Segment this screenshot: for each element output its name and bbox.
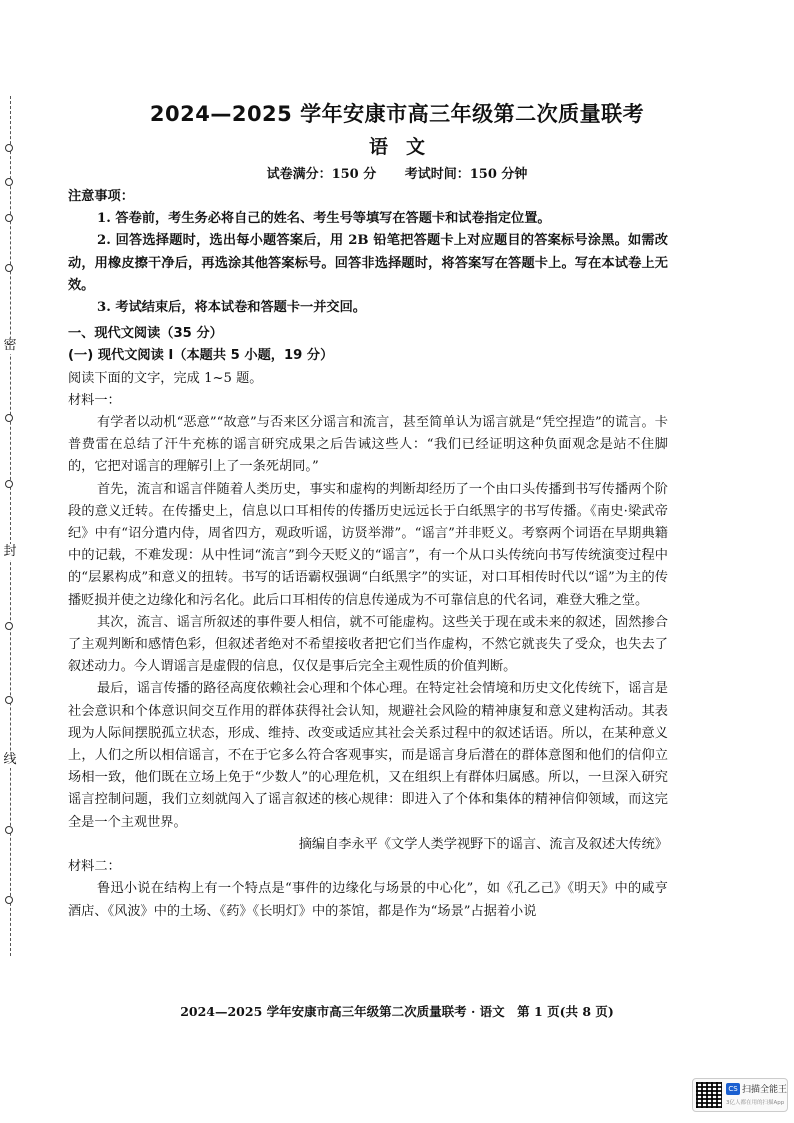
binding-hole <box>5 622 13 630</box>
binding-hole <box>5 214 13 222</box>
exam-time: 考试时间：150 分钟 <box>404 167 528 182</box>
exam-subject: 语文 <box>368 136 443 158</box>
binding-hole <box>5 896 13 904</box>
material-one-paragraph: 有学者以动机“恶意”“故意”与否来区分谣言和流言，甚至简单认为谣言就是“凭空捏造”的谎言。卡普费雷在总结了汗牛充栋的谣言研究成果之后告诫这些人：“我们已经证明这种负面观念是站不住脚的，它把对谣言的理解引上了一条死胡同。” <box>68 415 668 475</box>
material-one-paragraph: 最后，谣言传播的路径高度依赖社会心理和个体心理。在特定社会情境和历史文化传统下，谣言是社会意识和个体意识间交互作用的群体获得社会认知，规避社会风险的精神康复和意义建构活动。其表现为人际间摆脱孤立状态，形成、维持、改变或适应其社会关系过程中的叙述话语。所以，在某种意义上，人们之所以相信谣言，不在于它多么符合客观事实，而是谣言身后潜在的群体意图和他们的信仰立场相一致，他们既在立场上免于“少数人”的心理危机，又在组织上有群体归属感。所以，一旦深入研究谣言控制问题，我们立刻就闯入了谣言叙述的核心规律：即进入了个体和集体的精神信仰领域，而这完全是一个主观世界。 <box>68 681 668 830</box>
material-one-source: 摘编自李永平《文学人类学视野下的谣言、流言及叙述大传统》 <box>298 836 668 852</box>
binding-margin <box>0 96 22 976</box>
material-one-paragraph: 首先，流言和谣言伴随着人类历史，事实和虚构的判断却经历了一个由口头传播到书写传播两个阶段的意义迁转。在传播史上，信息以口耳相传的传播历史远远长于白纸黑字的书写传播。《南史·梁武帝纪》中有“诏分遣内侍，周省四方，观政听谣，访贤举滞”。“谣言”并非贬义。考察两个词语在早期典籍中的记载，不难发现：从中性词“流言”到今天贬义的“谣言”，有一个从口头传统向书写传统演变过程中的“层累构成”和意义的扭转。书写的话语霸权强调“白纸黑字”的实证，对口耳相传时代以“谣”为主的传播贬损并使之边缘化和污名化。此后口耳相传的信息传递成为不可靠信息的代名词，难登大雅之堂。 <box>68 481 668 608</box>
sub-section-heading: (一) 现代文阅读 I（本题共 5 小题，19 分） <box>68 348 334 364</box>
qr-code-icon <box>696 1082 722 1108</box>
exam-title: 2024—2025 学年安康市高三年级第二次质量联考 <box>149 102 645 126</box>
exam-info <box>0 163 794 182</box>
scanner-watermark <box>692 1078 788 1112</box>
section-heading: 一、现代文阅读（35 分） <box>68 326 223 342</box>
notes-item: 3. 考试结束后，将本试卷和答题卡一并交回。 <box>97 300 366 316</box>
material-two-paragraph: 鲁迅小说在结构上有一个特点是“事件的边缘化与场景的中心化”，如《孔乙己》《明天》中的咸亨酒店、《风波》中的土场、《药》《长明灯》中的茶馆，都是作为“场景”占据着小说 <box>68 881 668 919</box>
binding-char-feng: 封 <box>3 544 17 559</box>
binding-hole <box>5 414 13 422</box>
exam-content <box>68 186 668 923</box>
notes-heading: 注意事项： <box>68 189 134 204</box>
scanner-tagline: 3亿人都在用的扫描App <box>726 1100 785 1106</box>
notes-item: 1. 答卷前，考生务必将自己的姓名、考生号等填写在答题卡和试卷指定位置。 <box>97 211 551 227</box>
material-two-label: 材料二： <box>68 859 121 875</box>
binding-hole <box>5 480 13 488</box>
binding-hole <box>5 826 13 834</box>
notes-item: 2. 回答选择题时，选出每小题答案后，用 2B 铅笔把答题卡上对应题目的答案标号涂黑。如需改动，用橡皮擦干净后，再选涂其他答案标号。回答非选择题时，将答案写在答题卡上。写在本试卷上无效。 <box>68 233 668 293</box>
binding-char-mi: 密 <box>3 338 17 353</box>
material-one-label: 材料一： <box>68 392 121 408</box>
binding-char-xian: 线 <box>3 752 17 767</box>
reading-instruction: 阅读下面的文字，完成 1~5 题。 <box>68 370 263 386</box>
material-one-paragraph: 其次，流言、谣言所叙述的事件要人相信，就不可能虚构。这些关于现在或未来的叙述，固然掺合了主观判断和感情色彩，但叙述者绝对不希望接收者把它们当作虚构，不然它就丧失了受众，也失去了叙述动力。今人谓谣言是虚假的信息，仅仅是事后完全主观性质的价值判断。 <box>68 614 668 675</box>
scanner-logo-icon: CS <box>726 1083 740 1095</box>
page-footer: 2024—2025 学年安康市高三年级第二次质量联考 · 语文 第 1 页(共 8 页) <box>180 1004 614 1019</box>
binding-hole <box>5 696 13 704</box>
scanner-app-name: 扫描全能王 <box>742 1085 788 1095</box>
binding-hole <box>5 264 13 272</box>
full-score: 试卷满分：150 分 <box>266 167 377 182</box>
